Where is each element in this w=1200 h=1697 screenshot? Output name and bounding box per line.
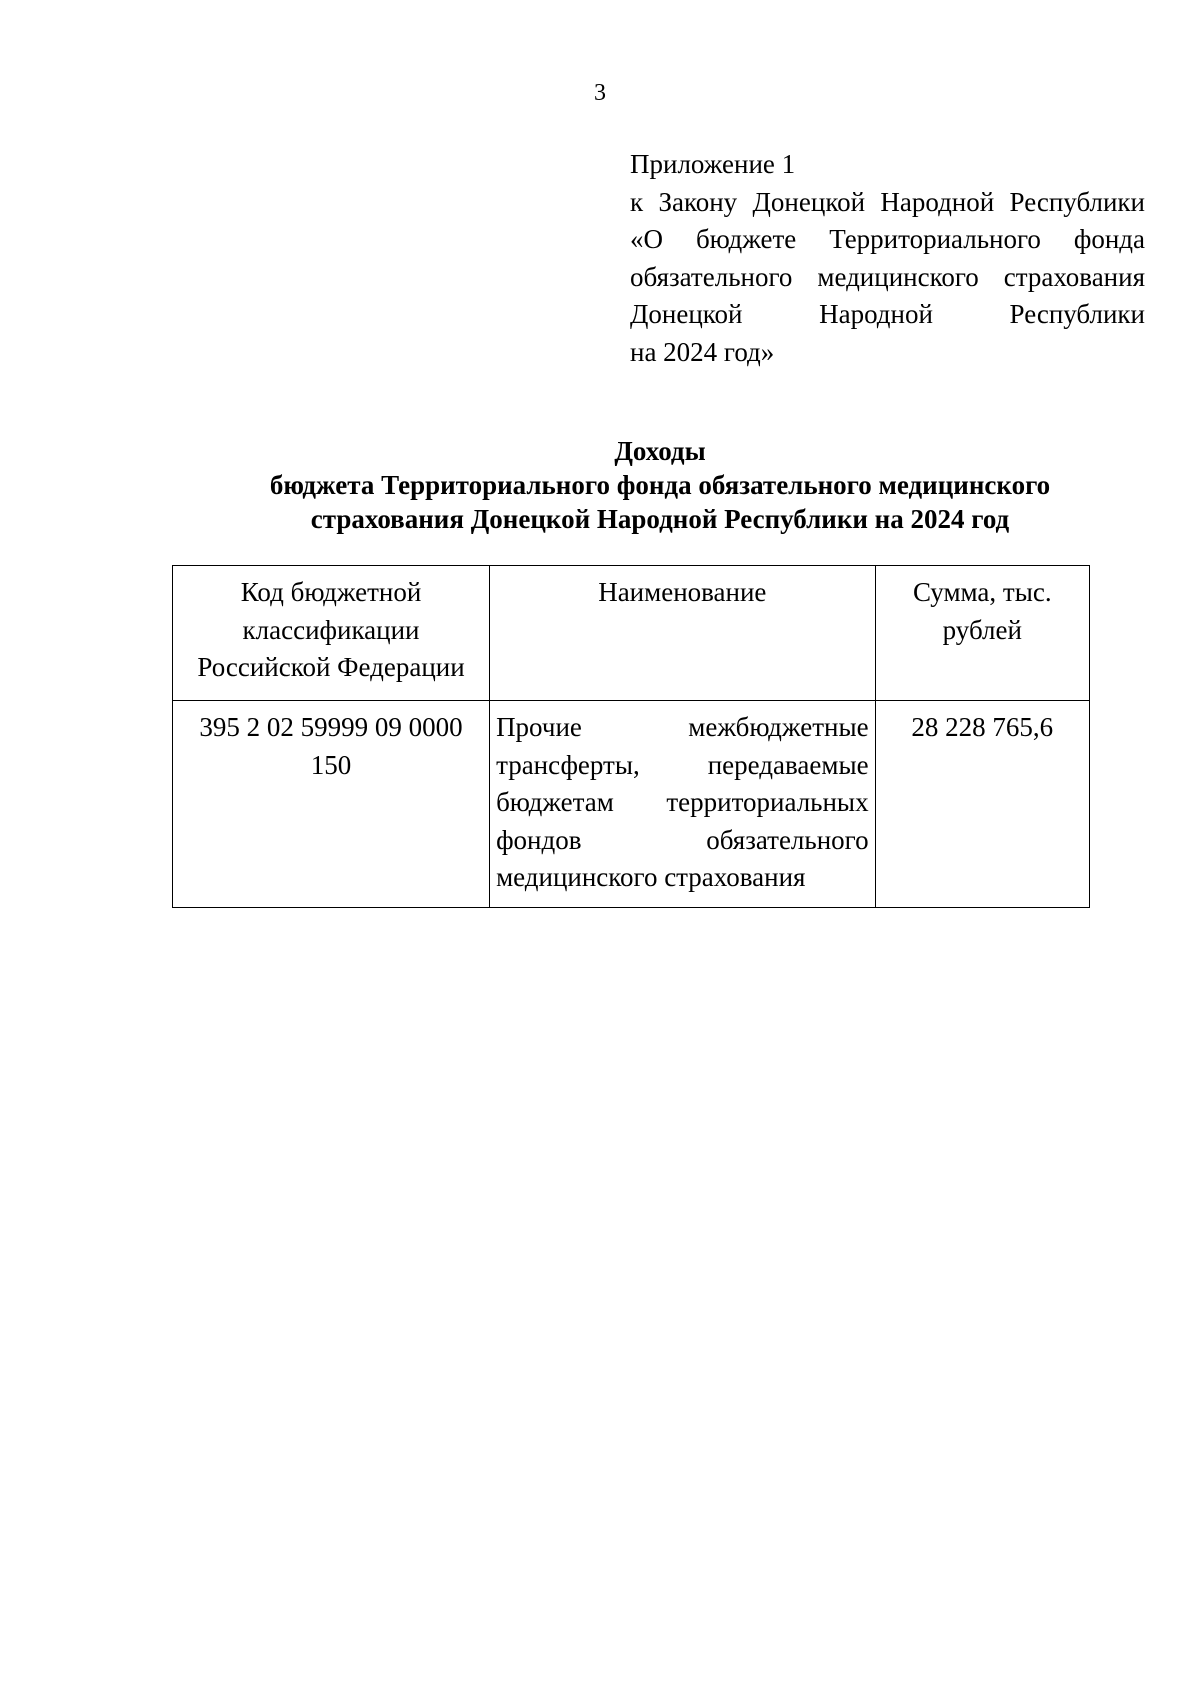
annex-line: к Закону Донецкой Народной Республики <box>630 186 1145 217</box>
cell-code <box>173 701 490 908</box>
annex-line: «О бюджете Территориального фонда <box>630 224 1145 254</box>
cell-name-line: медицинского страхования <box>496 862 806 892</box>
annex-line: обязательного медицинского страхования <box>630 261 1145 292</box>
title-line: страхования Донецкой Народной Республики на 2024 год <box>310 504 1010 534</box>
cell-name-line: Прочие межбюджетные <box>496 712 869 742</box>
title-line: бюджета Территориального фонда обязательного медицинского <box>269 470 1051 500</box>
annex-line: Приложение 1 <box>630 149 796 179</box>
header-code <box>173 566 490 701</box>
annex-line: на 2024 год» <box>630 336 775 367</box>
header-code-line: Код бюджетной <box>240 577 422 607</box>
income-table <box>172 565 1090 908</box>
cell-sum: 28 228 765,6 <box>875 701 1089 908</box>
table-header-row <box>173 566 1090 701</box>
table-row <box>173 701 1090 908</box>
header-name: Наименование <box>490 566 876 701</box>
title-line: Доходы <box>614 436 706 466</box>
header-code-line: классификации <box>242 614 420 645</box>
cell-code-line: 395 2 02 59999 09 0000 <box>199 712 463 742</box>
annex-header <box>630 146 1145 371</box>
cell-name-line: трансферты, передаваемые <box>496 749 869 780</box>
header-sum-line: рублей <box>942 614 1022 645</box>
document-title <box>150 434 1170 536</box>
page-number: 3 <box>594 80 606 106</box>
cell-name-line: бюджетам территориальных <box>496 787 869 817</box>
cell-code-line: 150 <box>310 749 352 780</box>
header-sum <box>875 566 1089 701</box>
cell-name <box>490 701 876 908</box>
cell-name-line: фондов обязательного <box>496 824 869 855</box>
header-code-line: Российской Федерации <box>197 652 465 682</box>
annex-line: Донецкой Народной Республики <box>630 299 1145 329</box>
header-sum-line: Сумма, тыс. <box>912 577 1052 607</box>
